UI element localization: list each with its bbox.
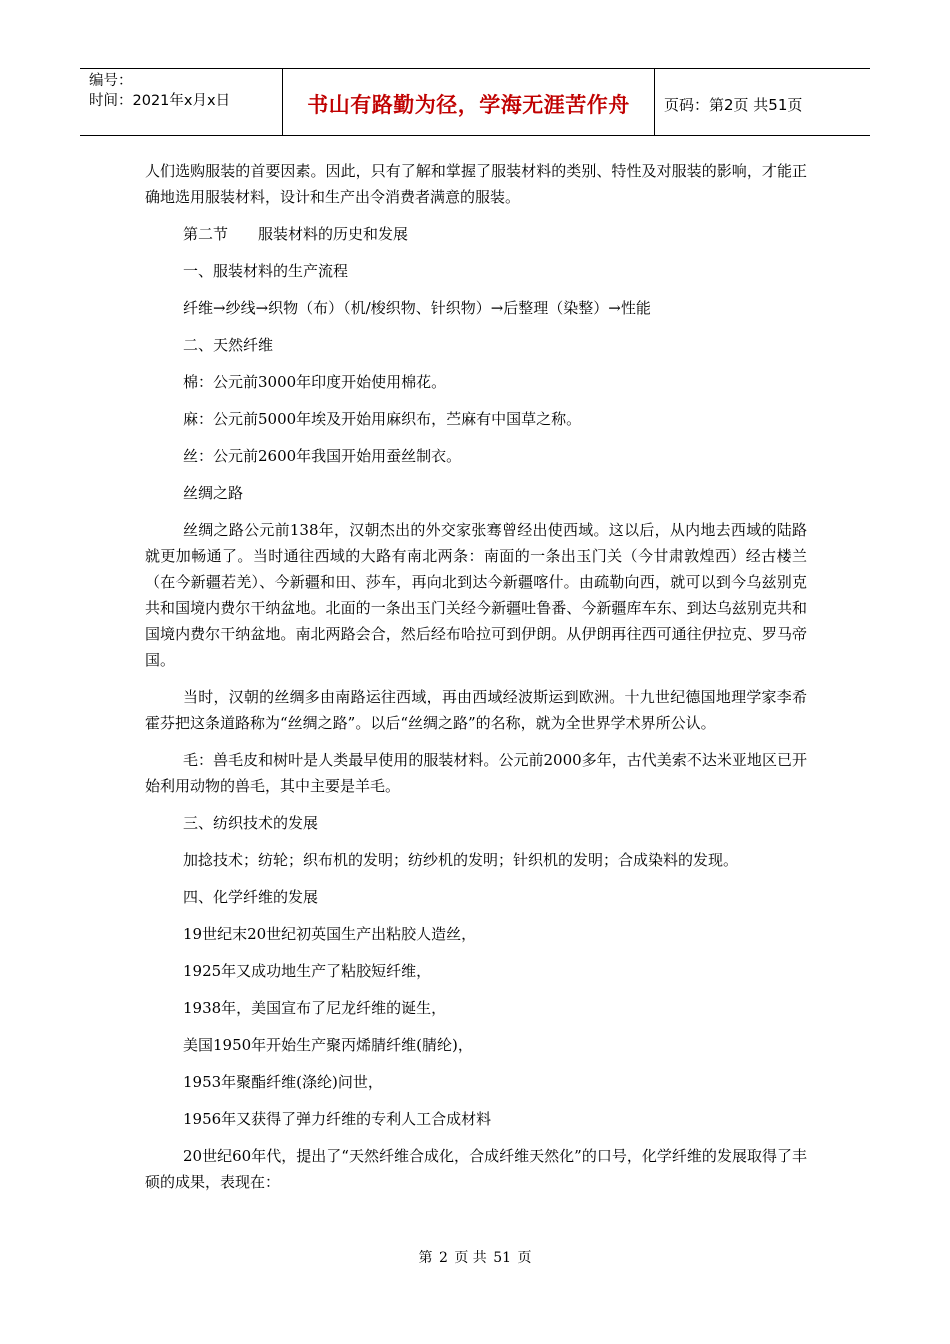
line-nylon: 1938年，美国宣布了尼龙纤维的诞生，	[183, 999, 447, 1017]
line-viscose-staple: 1925年又成功地生产了粘胶短纤维，	[183, 962, 432, 980]
production-flow-line: 纤维→纱线→织物（布）（机/梭织物、针织物）→后整理（染整）→性能	[183, 299, 651, 317]
subheading-production-flow: 一、服装材料的生产流程	[183, 262, 349, 280]
document-body	[145, 158, 807, 1206]
subheading-textile-tech: 三、纺织技术的发展	[183, 814, 319, 832]
footer-mid: 页 共	[454, 1250, 487, 1266]
paragraph-wool: 毛：兽毛皮和树叶是人类最早使用的服装材料。公元前2000多年，古代美索不达米亚地区已开始利用动物的兽毛，其中主要是羊毛。	[145, 751, 807, 795]
subheading-chemical-fibers: 四、化学纤维的发展	[183, 888, 319, 906]
section-heading: 第二节 服装材料的历史和发展	[183, 225, 409, 243]
page-header	[80, 68, 870, 136]
paragraph-textile-tech: 加捻技术；纺轮；织布机的发明；纺纱机的发明；针织机的发明；合成染料的发现。	[183, 851, 739, 869]
header-motto-cell	[282, 69, 655, 135]
subheading-silk-road: 丝绸之路	[183, 484, 244, 502]
subheading-natural-fibers: 二、天然纤维	[183, 336, 274, 354]
paragraph-cotton: 棉：公元前3000年印度开始使用棉花。	[183, 373, 447, 391]
line-spandex: 1956年又获得了弹力纤维的专利人工合成材料	[183, 1110, 492, 1128]
paragraph-silk-road-name: 当时，汉朝的丝绸多由南路运往西域，再由西域经波斯运到欧洲。十九世纪德国地理学家李希霍芬把这条道路称为“丝绸之路”。以后“丝绸之路”的名称，就为全世界学术界所公认。	[145, 688, 807, 732]
header-meta	[80, 69, 282, 135]
document-code-label: 编号：	[89, 73, 133, 89]
header-motto: 书山有路勤为径，学海无涯苦作舟	[307, 93, 630, 117]
header-page-info: 页码：第2页 共51页	[664, 95, 803, 114]
paragraph-silk: 丝：公元前2600年我国开始用蚕丝制衣。	[183, 447, 462, 465]
paragraph-linen: 麻：公元前5000年埃及开始用麻织布，苎麻有中国草之称。	[183, 410, 582, 428]
footer-prefix: 第	[418, 1250, 433, 1266]
footer-page-number: 2	[438, 1250, 448, 1266]
line-polyester: 1953年聚酯纤维(涤纶)问世，	[183, 1073, 383, 1091]
line-acrylic: 美国1950年开始生产聚丙烯腈纤维(腈纶)，	[183, 1036, 473, 1054]
paragraph-1960s: 20世纪60年代，提出了“天然纤维合成化，合成纤维天然化”的口号，化学纤维的发展取得了丰硕的成果，表现在：	[145, 1147, 807, 1191]
document-time-label: 时间：2021年x月x日	[89, 93, 231, 109]
paragraph-intro-continued: 人们选购服装的首要因素。因此，只有了解和掌握了服装材料的类别、特性及对服装的影响，才能正确地选用服装材料，设计和生产出令消费者满意的服装。	[145, 162, 807, 206]
page-footer	[0, 1247, 950, 1267]
line-rayon: 19世纪末20世纪初英国生产出粘胶人造丝，	[183, 925, 477, 943]
footer-total-pages: 51	[493, 1250, 512, 1266]
footer-suffix: 页	[517, 1250, 532, 1266]
header-page-cell	[655, 69, 870, 135]
paragraph-silk-road-history: 丝绸之路公元前138年，汉朝杰出的外交家张骞曾经出使西域。这以后，从内地去西域的陆路就更加畅通了。当时通往西域的大路有南北两条：南面的一条出玉门关（今甘肃敦煌西）经古楼兰（在今新疆若羌）、今新疆和田、莎车，再向北到达今新疆喀什。由疏勒向西，就可以到今乌兹别克共和国境内费尔干纳盆地。北面的一条出玉门关经今新疆吐鲁番、今新疆库车东、到达乌兹别克共和国境内费尔干纳盆地。南北两路会合，然后经布哈拉可到伊朗。从伊朗再往西可通往伊拉克、罗马帝国。	[145, 521, 807, 669]
